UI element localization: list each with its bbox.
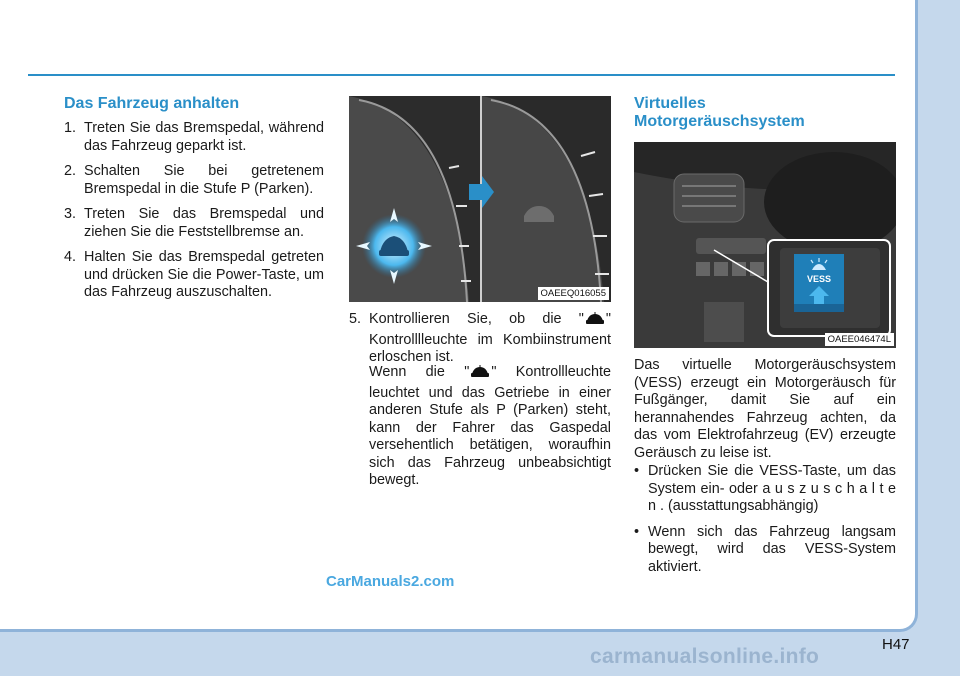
item-text-before-icon: Kontrollieren Sie, ob die " [369,311,584,327]
note-text-after-icon: " Kontrollleuchte leuchtet und das Getriebe in einer anderen Stufe als P (Parken) steht, kann der Fahrer das Gaspedal versehentlich betätigen, woraufhin sich das Fahrzeug unbeabsichtigt bewegt. [369,364,611,488]
list-item [64,163,324,198]
heading-line: Virtuelles [634,95,706,112]
item-number: 2. [64,163,77,179]
vess-description: Das virtuelle Motorgeräuschsystem (VESS) erzeugt ein Motorgeräusch für Fußgänger, damit Sie auf ein herannahendes Fahrzeug achten, da das vom Elektrofahrzeug (EV) erzeugte Geräusch zu leise ist. [634,357,896,461]
list-item [634,463,896,516]
header-rule [28,74,895,76]
item-text: Schalten Sie bei getretenem Bremspedal in die Stufe P (Parken). [84,163,324,197]
check-step-list [349,311,611,367]
item-text: Treten Sie das Bremspedal, während das Fahrzeug geparkt ist. [84,120,324,154]
item-text: Halten Sie das Bremspedal getreten und drücken Sie die Power-Taste, um das Fahrzeug auszuschalten. [84,249,324,300]
item-text: Treten Sie das Bremspedal und ziehen Sie die Feststellbremse an. [84,206,324,240]
stop-steps-list [64,120,324,310]
vess-bullet-list [634,463,896,584]
section-heading-stop-vehicle: Das Fahrzeug anhalten [64,95,240,112]
note-text-before-icon: Wenn die " [369,364,470,380]
list-item [64,206,324,241]
bullet: • [634,463,640,479]
section-heading-vess [634,95,805,131]
list-item [64,249,324,302]
shift-warning-car-icon [469,365,491,385]
shift-warning-car-icon [584,312,606,332]
instrument-cluster-figure [349,96,611,302]
item-text: Drücken Sie die VESS-Taste, um das System ein- oder a u s z u s c h a l t e n . (ausstattungsabhängig) [648,463,896,514]
shift-warning-note [369,364,611,490]
vess-button-label: VESS [806,274,832,284]
item-number: 4. [64,249,77,265]
item-number: 5. [349,311,362,327]
dashboard-illustration [634,142,896,348]
bullet: • [634,523,640,540]
page-number: H47 [882,636,910,653]
item-number: 3. [64,206,77,222]
list-item [64,120,324,155]
item-text: Wenn sich das Fahrzeug langsam bewegt, wird das VESS-System aktiviert. [648,523,896,575]
dashboard-vess-figure [634,142,896,348]
item-number: 1. [64,120,77,136]
watermark-link[interactable]: CarManuals2.com [326,573,455,590]
figure-code: OAEEQ016055 [538,287,610,300]
item-text-after-icon: " Kontrolllleuchte im Kombiinstrument erloschen ist. [369,311,611,365]
figure-code: OAEE046474L [825,333,894,346]
instrument-cluster-illustration [349,96,611,302]
list-item [349,311,611,367]
list-item [634,524,896,577]
footer-watermark: carmanualsonline.info [590,645,820,668]
heading-line: Motorgeräuschsystem [634,113,805,130]
